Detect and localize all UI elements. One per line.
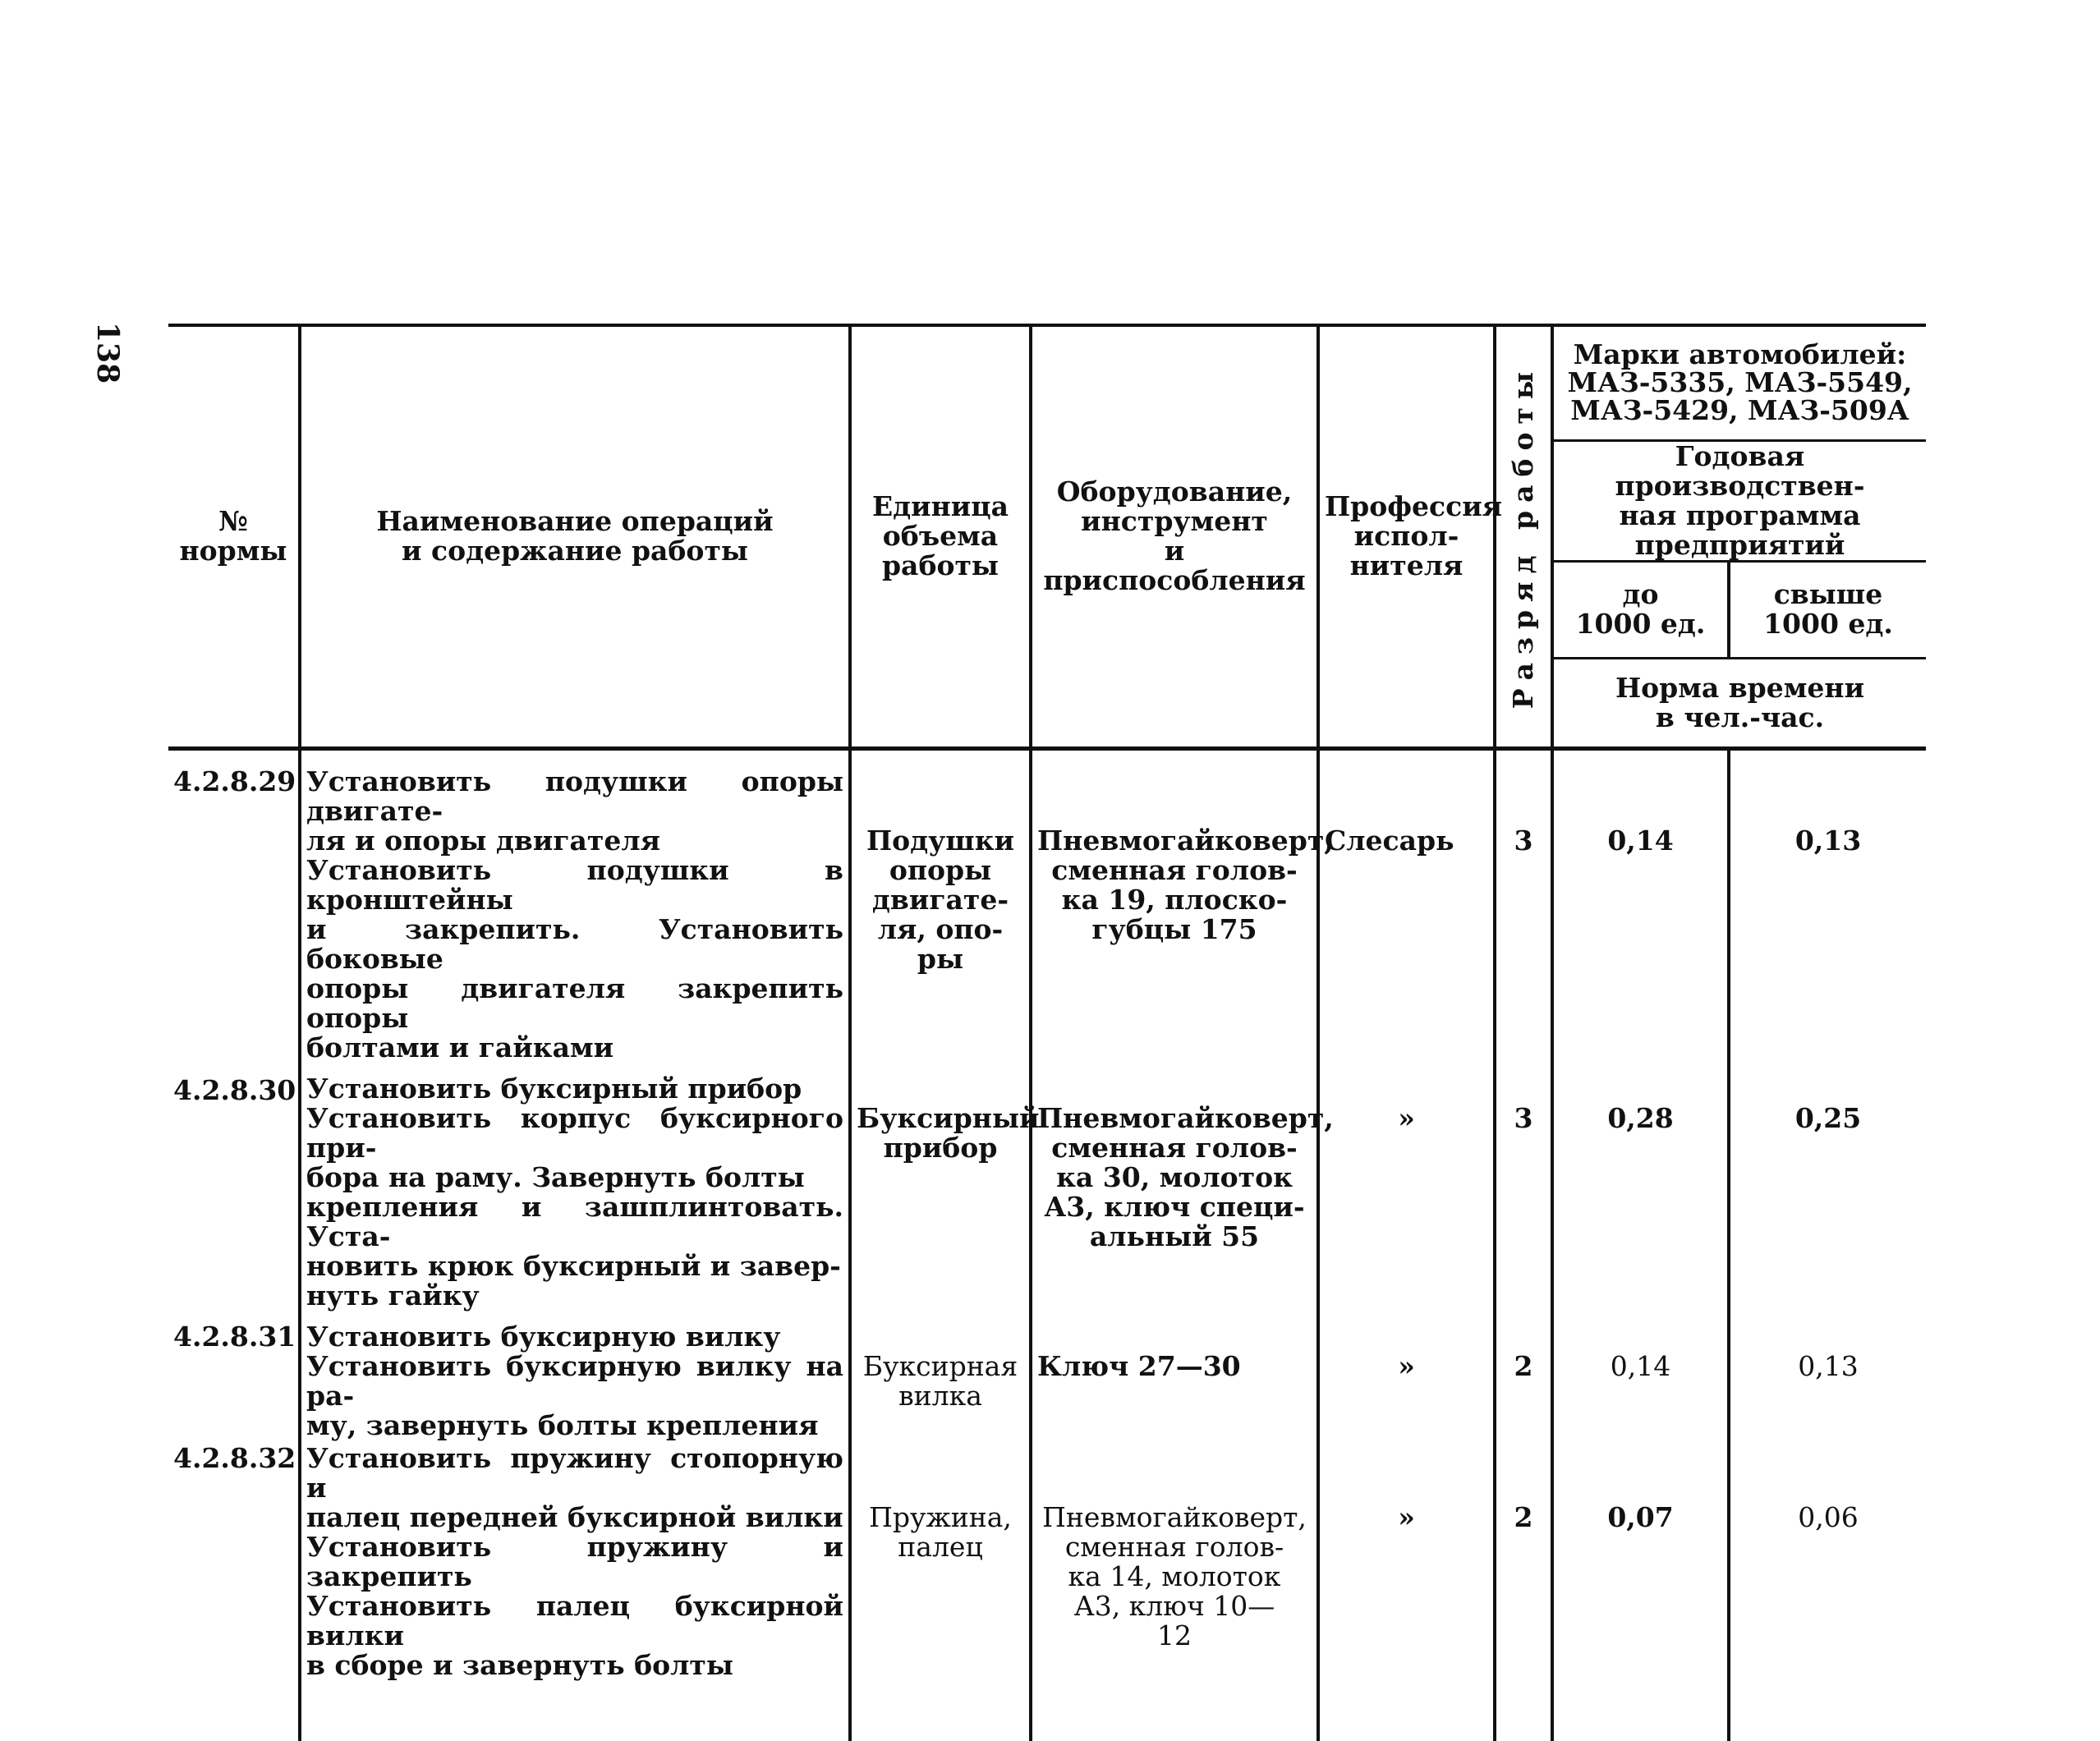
- operation-cell: [300, 748, 850, 1074]
- header-grade-label: Разряд работы: [1507, 364, 1539, 710]
- table-row: [168, 1322, 1926, 1444]
- operation-body: Установить пружину и закрепить Установить палец буксирной вилки в сборе и завернуть болты: [306, 1530, 843, 1681]
- time-over-cell: 0,13: [1729, 748, 1926, 1074]
- unit-cell: Подушки опоры двигате- ля, опо- ры: [850, 748, 1031, 1074]
- time-over-cell: 0,13: [1729, 1322, 1926, 1444]
- operation-body: Установить подушки в кронштейны и закрепить. Установить боковые опоры двигателя закрепить опоры болтами и гайками: [306, 853, 843, 1063]
- norms-table-container: [168, 324, 1926, 1741]
- norm-number: 4.2.8.32: [173, 1441, 296, 1474]
- header-car-brands: Марки автомобилей: МАЗ-5335, МАЗ-5549, МАЗ-5429, МАЗ-509А: [1552, 325, 1926, 440]
- header-operation-name: Наименование операций и содержание работы: [300, 325, 850, 748]
- header-over: свыше 1000 ед.: [1729, 561, 1926, 658]
- norm-number: 4.2.8.29: [173, 765, 296, 797]
- grade-cell: 3: [1495, 748, 1552, 1074]
- equipment-cell: Пневмогайковерт, сменная голов- ка 30, молоток А3, ключ специ- альный 55: [1031, 1074, 1318, 1322]
- header-time-norm: Норма времени в чел.-час.: [1552, 658, 1926, 748]
- table-row: [168, 1074, 1926, 1322]
- operation-title: Установить буксирный прибор: [306, 1072, 802, 1105]
- time-over-cell: 0,25: [1729, 1074, 1926, 1322]
- time-up-to-cell: 0,07: [1552, 1444, 1729, 1741]
- time-over-cell: 0,06: [1729, 1444, 1926, 1741]
- unit-cell: Пружина, палец: [850, 1444, 1031, 1741]
- norm-number: 4.2.8.30: [173, 1073, 296, 1106]
- time-up-to-cell: 0,14: [1552, 748, 1729, 1074]
- operation-title: Установить буксирную вилку: [306, 1320, 781, 1353]
- page-number: 138: [90, 322, 125, 384]
- operation-cell: [300, 1441, 850, 1741]
- table-row: [168, 748, 1926, 1074]
- profession-cell: »: [1318, 1074, 1495, 1322]
- grade-cell: 2: [1495, 1322, 1552, 1444]
- header-unit: Единица объема работы: [850, 325, 1031, 748]
- equipment-cell: Ключ 27—30: [1031, 1322, 1318, 1444]
- grade-cell: 2: [1495, 1444, 1552, 1741]
- header-equipment: Оборудование, инструмент и приспособления: [1031, 325, 1318, 748]
- profession-cell: »: [1318, 1322, 1495, 1444]
- operation-body: Установить буксирную вилку на ра- му, завернуть болты крепления: [306, 1349, 843, 1441]
- operation-cell: [300, 1074, 850, 1322]
- norms-table: [168, 324, 1926, 1741]
- equipment-cell: Пневмогайковерт, сменная голов- ка 19, плоско- губцы 175: [1031, 748, 1318, 1074]
- header-grade: [1495, 325, 1552, 748]
- profession-cell: Слесарь: [1318, 748, 1495, 1074]
- table-row: [168, 1444, 1926, 1741]
- unit-cell: Буксирный прибор: [850, 1074, 1031, 1322]
- time-up-to-cell: 0,14: [1552, 1322, 1729, 1444]
- header-annual-program: Годовая производствен- ная программа предприятий: [1552, 440, 1926, 561]
- operation-body: Установить корпус буксирного при- бора на раму. Завернуть болты крепления и зашплинтовать. Уста- новить крюк буксирный и завер- нуть гайку: [306, 1101, 843, 1311]
- operation-cell: [300, 1322, 850, 1444]
- equipment-cell: Пневмогайковерт, сменная голов- ка 14, молоток А3, ключ 10— 12: [1031, 1444, 1318, 1741]
- time-up-to-cell: 0,28: [1552, 1074, 1729, 1322]
- operation-title: Установить подушки опоры двигате- ля и опоры двигателя: [306, 765, 843, 857]
- unit-cell: Буксирная вилка: [850, 1322, 1031, 1444]
- operation-title: Установить пружину стопорную и палец передней буксирной вилки: [306, 1441, 843, 1533]
- header-profession: Профессия испол- нителя: [1318, 325, 1495, 748]
- profession-cell: »: [1318, 1444, 1495, 1741]
- header-up-to: до 1000 ед.: [1552, 561, 1729, 658]
- grade-cell: 3: [1495, 1074, 1552, 1322]
- header-norm-no: № нормы: [168, 325, 300, 748]
- norm-number: 4.2.8.31: [173, 1320, 296, 1353]
